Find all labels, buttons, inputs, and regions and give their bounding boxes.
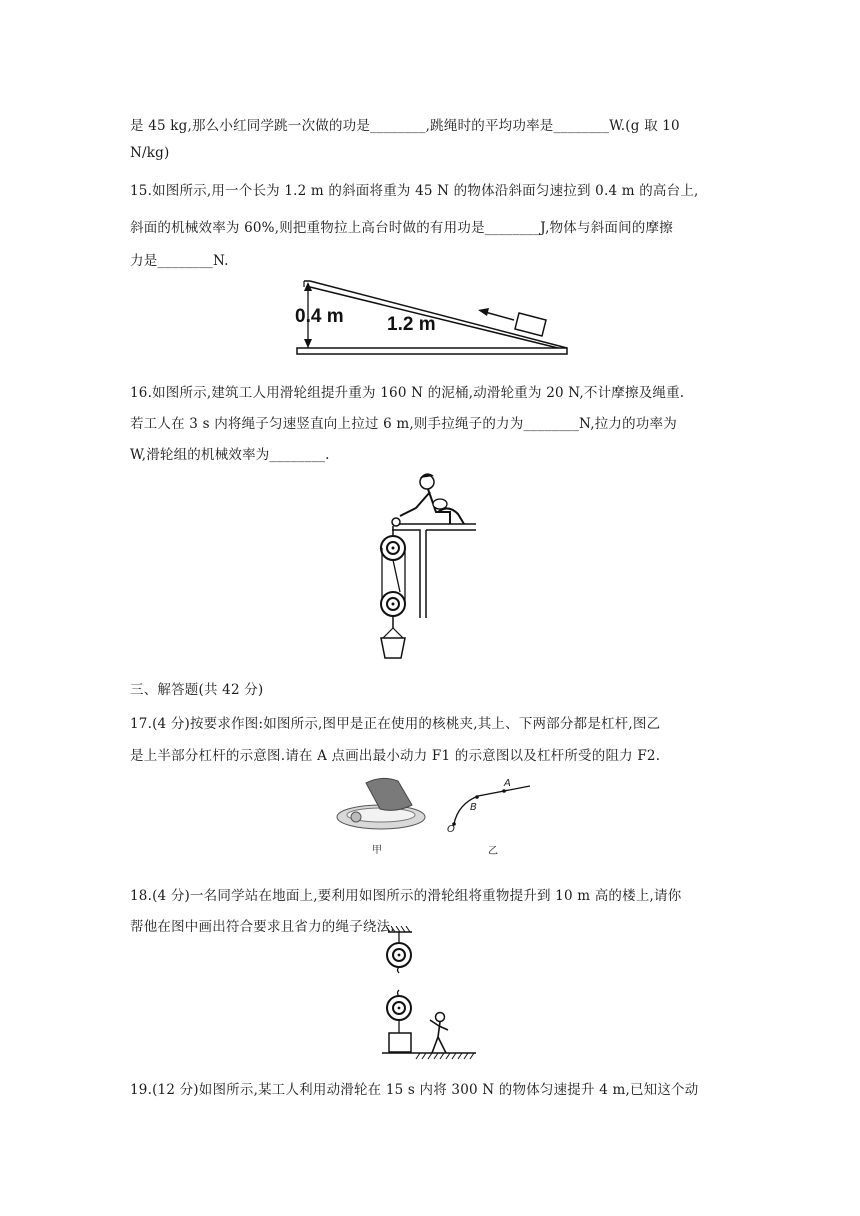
q18-line-2: 帮他在图中画出符合要求且省力的绳子绕法. bbox=[130, 919, 395, 935]
pulley-block-drawing bbox=[380, 926, 480, 1060]
point-b-label: B bbox=[470, 802, 477, 813]
section-3-heading: 三、解答题(共 42 分) bbox=[130, 682, 264, 698]
q17-line-1: 17.(4 分)按要求作图:如图所示,图甲是正在使用的核桃夹,其上、下两部分都是杠杆,图乙 bbox=[130, 716, 661, 732]
caption-jia: 甲 bbox=[372, 845, 382, 856]
q17-line-2: 是上半部分杠杆的示意图.请在 A 点画出最小动力 F1 的示意图以及杠杆所受的阻力 F2. bbox=[130, 748, 661, 764]
lever-figure bbox=[444, 780, 534, 856]
q16-line-3: W,滑轮组的机械效率为________. bbox=[130, 447, 330, 463]
point-a-label: A bbox=[504, 778, 511, 789]
walnut-cracker-drawing bbox=[326, 775, 436, 837]
point-o-label: O bbox=[447, 824, 455, 835]
text-line-2: N/kg) bbox=[130, 145, 170, 161]
q16-line-1: 16.如图所示,建筑工人用滑轮组提升重为 160 N 的泥桶,动滑轮重为 20 N,不计摩擦及绳重. bbox=[130, 385, 685, 401]
q19-line-1: 19.(12 分)如图所示,某工人利用动滑轮在 15 s 内将 300 N 的物体匀速提升 4 m,已知这个动 bbox=[130, 1082, 699, 1098]
q16-line-2: 若工人在 3 s 内将绳子匀速竖直向上拉过 6 m,则手拉绳子的力为________N,拉力的功率为 bbox=[130, 416, 677, 432]
q15-line-1: 15.如图所示,用一个长为 1.2 m 的斜面将重为 45 N 的物体沿斜面匀速拉到 0.4 m 的高台上, bbox=[130, 183, 699, 199]
pulley-block-figure bbox=[380, 926, 480, 1060]
height-label: 0.4 m bbox=[295, 306, 344, 327]
lever-drawing bbox=[444, 780, 534, 832]
text-line-1: 是 45 kg,那么小红同学跳一次做的功是________,跳绳时的平均功率是________W.(g 取 10 bbox=[130, 118, 680, 134]
pulley-worker-figure bbox=[378, 468, 478, 660]
length-label: 1.2 m bbox=[387, 314, 436, 335]
q15-line-3: 力是________N. bbox=[130, 253, 229, 269]
walnut-cracker-figure bbox=[326, 775, 436, 855]
incline-figure bbox=[290, 276, 580, 360]
q18-line-1: 18.(4 分)一名同学站在地面上,要利用如图所示的滑轮组将重物提升到 10 m 高的楼上,请你 bbox=[130, 888, 682, 904]
q15-line-2: 斜面的机械效率为 60%,则把重物拉上高台时做的有用功是________J,物体与斜面间的摩擦 bbox=[130, 220, 673, 236]
pulley-worker-drawing bbox=[378, 468, 478, 660]
caption-yi: 乙 bbox=[488, 846, 498, 857]
